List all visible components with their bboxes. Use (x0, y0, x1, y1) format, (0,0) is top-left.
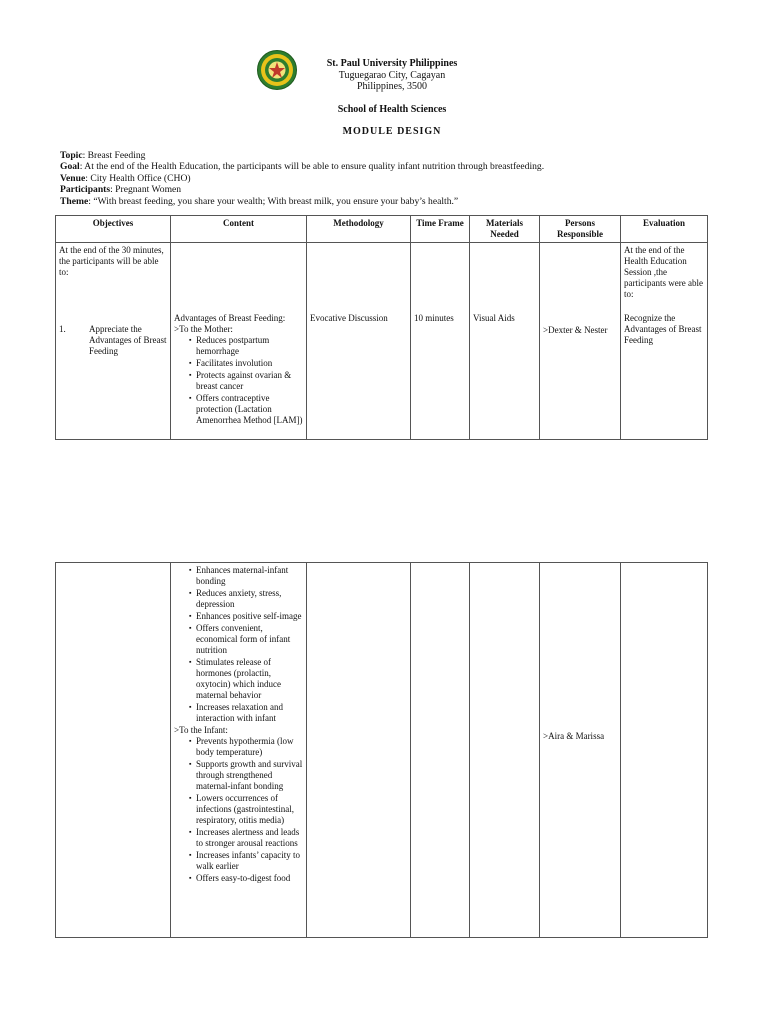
list-item: ▪ Offers contraceptive protection (Lactation Amenorrhea Method [LAM]) (189, 393, 303, 426)
infant-label: >To the Infant: (174, 725, 228, 735)
header-persons: Persons Responsible (540, 216, 621, 243)
persons-cell (540, 563, 621, 938)
list-item: ▪ Offers easy-to-digest food (189, 873, 303, 884)
list-item: ▪ Prevents hypothermia (low body temperature) (189, 736, 303, 758)
methodology-cell (307, 563, 411, 938)
mother-label: >To the Mother: (174, 324, 233, 334)
intro-evaluation: At the end of the Health Education Session ,the participants were able to: (624, 245, 703, 299)
module-info (60, 150, 720, 207)
list-item: ▪ Supports growth and survival through strengthened maternal-infant bonding (189, 759, 303, 792)
content-cell (171, 243, 307, 440)
university-address-block (292, 58, 492, 93)
objective-text: Appreciate the Advantages of Breast Feeding (89, 324, 167, 356)
venue-row (60, 173, 720, 184)
school-name: School of Health Sciences (337, 104, 447, 115)
topic-row (60, 150, 720, 161)
evaluation-value: Recognize the Advantages of Breast Feeding (624, 313, 702, 345)
time-frame-value: 10 minutes (414, 313, 454, 323)
list-item: ▪ Protects against ovarian & breast cancer (189, 370, 303, 392)
objectives-cell (56, 563, 171, 938)
mother-benefits-list-continued (174, 565, 303, 724)
list-item: ▪ Facilitates involution (189, 358, 303, 369)
objective-number: 1. (59, 324, 66, 334)
list-item: ▪ Enhances positive self-image (189, 611, 303, 622)
persons-value: >Aira & Marissa (543, 731, 605, 741)
theme-row (60, 196, 720, 207)
university-name: St. Paul University Philippines (326, 58, 458, 69)
goal-row (60, 161, 720, 172)
objective-item (59, 324, 167, 357)
participants-value: : Pregnant Women (110, 184, 182, 196)
persons-cell (540, 243, 621, 440)
header-methodology: Methodology (307, 216, 411, 243)
methodology-value: Evocative Discussion (310, 313, 388, 323)
time-frame-cell (411, 243, 470, 440)
goal-label: Goal (60, 161, 80, 173)
list-item: ▪ Increases infants’ capacity to walk earlier (189, 850, 303, 872)
goal-value: : At the end of the Health Education, the participants will be able to ensure quality infant nutrition through breastfeeding. (79, 161, 545, 173)
university-city: Tuguegarao City, Cagayan (338, 69, 446, 81)
list-item: ▪ Offers convenient, economical form of infant nutrition (189, 623, 303, 656)
objectives-cell (56, 243, 171, 440)
document-title: MODULE DESIGN (342, 126, 442, 137)
mother-benefits-list (174, 335, 303, 426)
list-item: ▪ Enhances maternal-infant bonding (189, 565, 303, 587)
module-design-table-continued (55, 562, 708, 938)
topic-label: Topic (60, 150, 83, 161)
infant-benefits-list (174, 736, 303, 884)
table-row (56, 563, 708, 938)
materials-value: Visual Aids (473, 313, 515, 323)
university-country: Philippines, 3500 (356, 81, 427, 92)
materials-cell (470, 243, 540, 440)
methodology-cell (307, 243, 411, 440)
persons-value: >Dexter & Nester (543, 325, 608, 335)
header-objectives: Objectives (56, 216, 171, 243)
theme-label: Theme (60, 195, 89, 207)
header-time-frame: Time Frame (411, 216, 470, 243)
participants-row (60, 184, 720, 195)
header-materials: Materials Needed (470, 216, 540, 243)
list-item: ▪ Reduces anxiety, stress, depression (189, 588, 303, 610)
participants-label: Participants (60, 184, 111, 196)
university-seal-logo (257, 50, 297, 90)
list-item: ▪ Stimulates release of hormones (prolactin, oxytocin) which induce maternal behavior (189, 657, 303, 701)
venue-label: Venue (60, 172, 86, 184)
evaluation-cell (621, 243, 708, 440)
list-item: ▪ Increases alertness and leads to stronger arousal reactions (189, 827, 303, 849)
content-title: Advantages of Breast Feeding: (174, 313, 286, 323)
venue-value: : City Health Office (CHO) (85, 172, 191, 184)
table-header-row (56, 216, 708, 243)
time-frame-cell (411, 563, 470, 938)
list-item: ▪ Reduces postpartum hemorrhage (189, 335, 303, 357)
topic-value: : Breast Feeding (82, 150, 146, 161)
table-row (56, 243, 708, 440)
header-content: Content (171, 216, 307, 243)
intro-objective: At the end of the 30 minutes, the participants will be able to: (59, 245, 164, 277)
theme-value: : “With breast feeding, you share your wealth; With breast milk, you ensure your baby’s health.” (88, 195, 459, 207)
list-item: ▪ Increases relaxation and interaction with infant (189, 702, 303, 724)
list-item: ▪ Lowers occurrences of infections (gastrointestinal, respiratory, otitis media) (189, 793, 303, 826)
module-design-table (55, 215, 708, 440)
materials-cell (470, 563, 540, 938)
header-evaluation: Evaluation (621, 216, 708, 243)
evaluation-cell (621, 563, 708, 938)
content-cell (171, 563, 307, 938)
